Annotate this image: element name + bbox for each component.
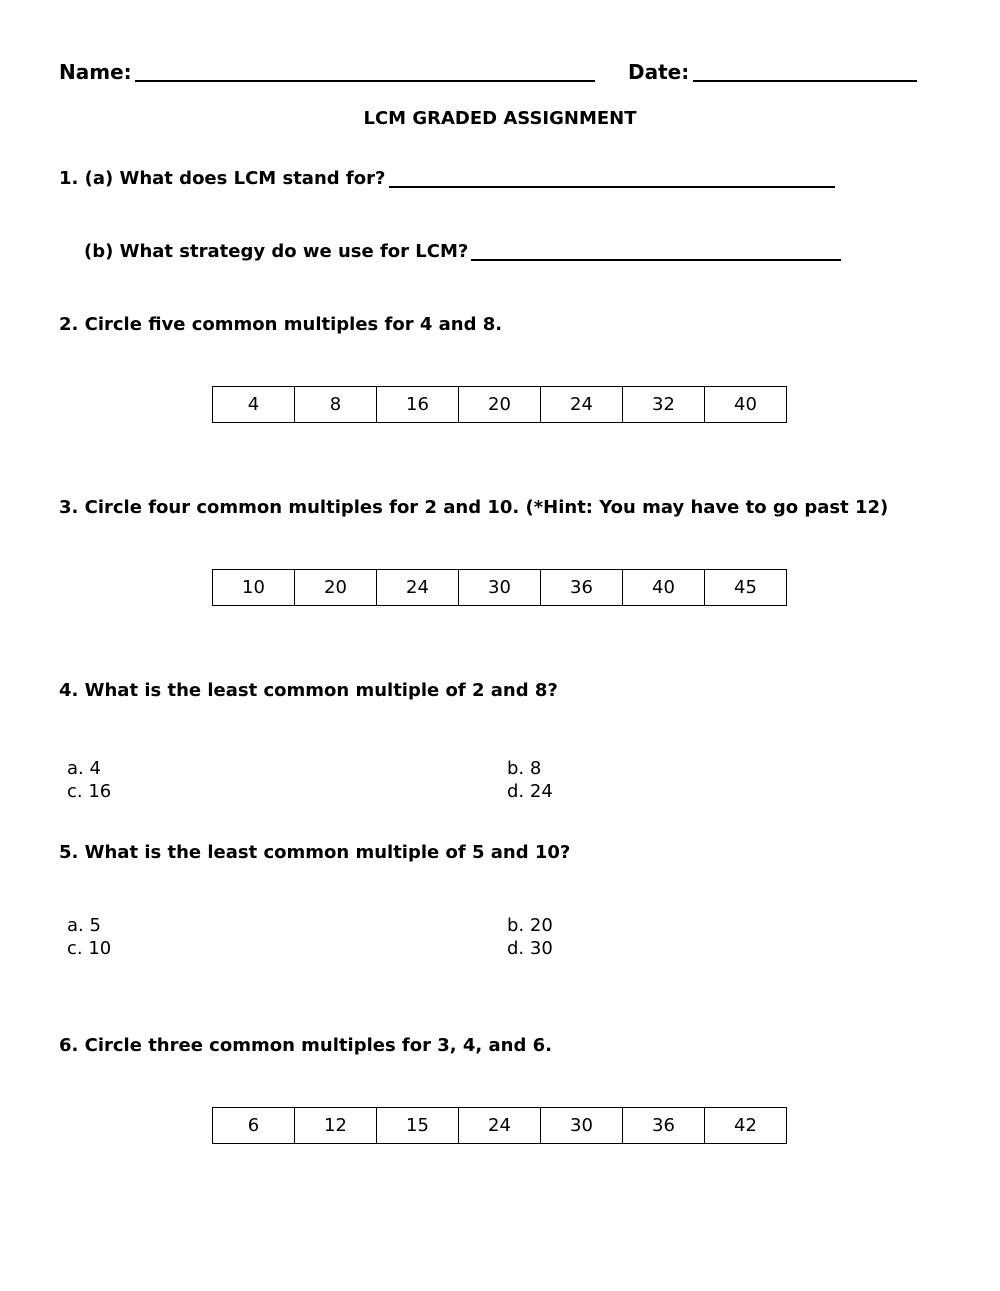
table-cell[interactable]: 45	[705, 570, 787, 606]
table-cell[interactable]: 30	[459, 570, 541, 606]
date-field-line[interactable]	[693, 80, 917, 82]
question-1b: (b) What strategy do we use for LCM?	[84, 241, 469, 262]
table-cell[interactable]: 36	[623, 1108, 705, 1144]
table-cell[interactable]: 32	[623, 387, 705, 423]
name-label: Name:	[59, 60, 132, 84]
question-3: 3. Circle four common multiples for 2 and 10. (*Hint: You may have to go past 12)	[59, 497, 889, 518]
name-field-line[interactable]	[135, 80, 595, 82]
question-5: 5. What is the least common multiple of 5 and 10?	[59, 842, 571, 863]
table-cell[interactable]: 24	[459, 1108, 541, 1144]
table-cell[interactable]: 24	[377, 570, 459, 606]
table-cell[interactable]: 10	[213, 570, 295, 606]
question-1a: 1. (a) What does LCM stand for?	[59, 168, 386, 189]
table-cell[interactable]: 24	[541, 387, 623, 423]
table-cell[interactable]: 40	[705, 387, 787, 423]
table-cell[interactable]: 20	[295, 570, 377, 606]
table-cell[interactable]: 40	[623, 570, 705, 606]
choice-5d[interactable]: d. 30	[507, 938, 553, 959]
choice-4a[interactable]: a. 4	[67, 758, 101, 779]
question-2: 2. Circle five common multiples for 4 and 8.	[59, 314, 503, 335]
table-cell[interactable]: 20	[459, 387, 541, 423]
choice-4d[interactable]: d. 24	[507, 781, 553, 802]
table-cell[interactable]: 15	[377, 1108, 459, 1144]
table-cell[interactable]: 16	[377, 387, 459, 423]
multiples-table-q6	[212, 1107, 787, 1144]
multiples-table-q2	[212, 386, 787, 423]
date-label: Date:	[628, 60, 690, 84]
answer-line-1a[interactable]	[389, 186, 835, 188]
table-cell[interactable]: 42	[705, 1108, 787, 1144]
answer-line-1b[interactable]	[471, 259, 841, 261]
choice-4c[interactable]: c. 16	[67, 781, 112, 802]
table-cell[interactable]: 12	[295, 1108, 377, 1144]
question-6: 6. Circle three common multiples for 3, 4, and 6.	[59, 1035, 553, 1056]
question-4: 4. What is the least common multiple of 2 and 8?	[59, 680, 558, 701]
table-cell[interactable]: 30	[541, 1108, 623, 1144]
page-title: LCM GRADED ASSIGNMENT	[363, 108, 637, 129]
choice-5c[interactable]: c. 10	[67, 938, 112, 959]
multiples-table-q3	[212, 569, 787, 606]
table-cell[interactable]: 36	[541, 570, 623, 606]
table-cell[interactable]: 8	[295, 387, 377, 423]
table-cell[interactable]: 6	[213, 1108, 295, 1144]
table-cell[interactable]: 4	[213, 387, 295, 423]
choice-4b[interactable]: b. 8	[507, 758, 542, 779]
choice-5b[interactable]: b. 20	[507, 915, 553, 936]
choice-5a[interactable]: a. 5	[67, 915, 101, 936]
